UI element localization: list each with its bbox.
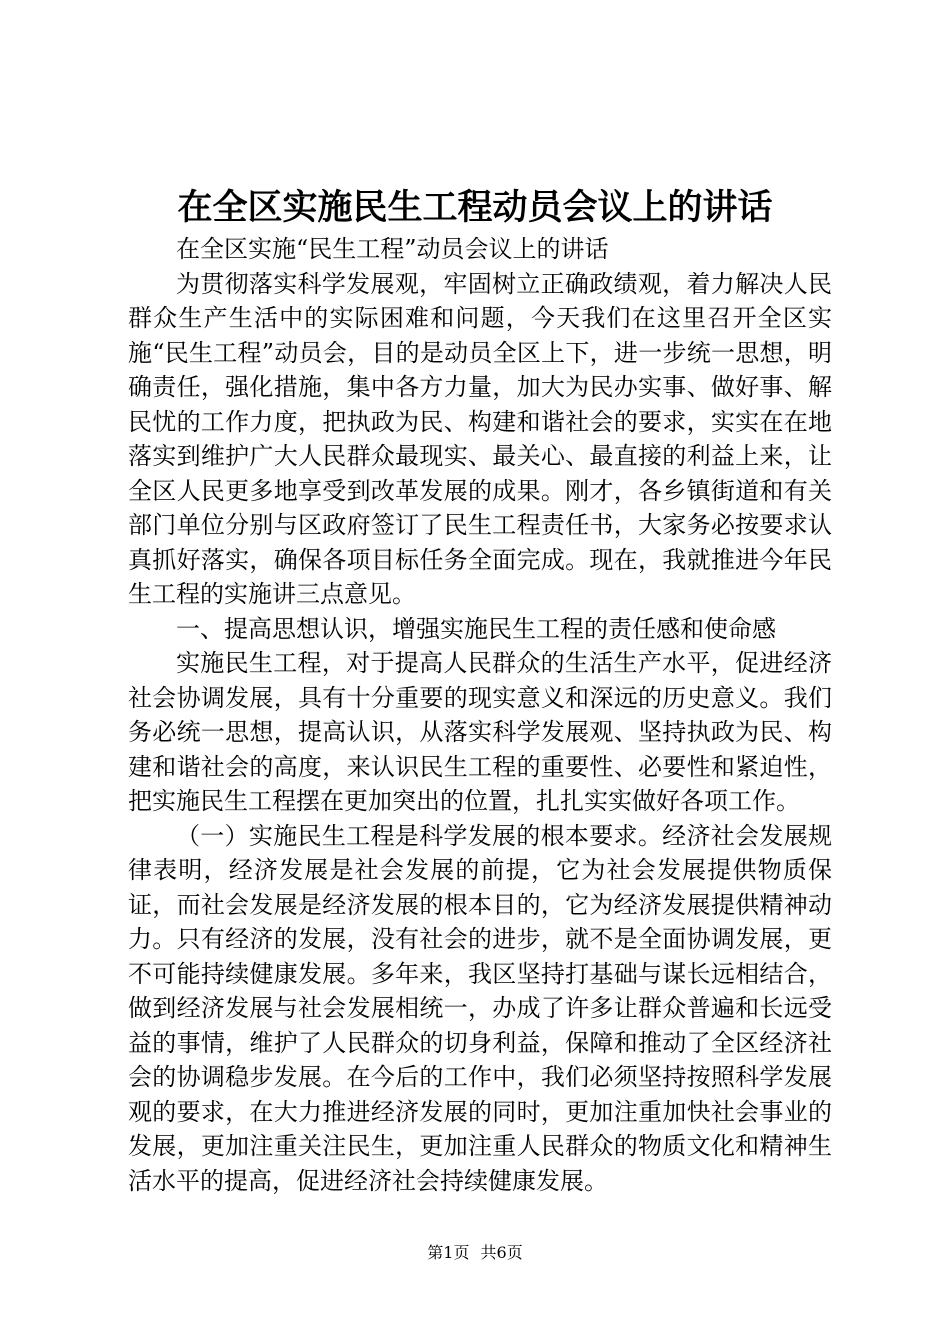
page-total: 共6页 bbox=[480, 1243, 523, 1262]
section-paragraph-1: 实施民生工程，对于提高人民群众的生活生产水平，促进经济社会协调发展，具有十分重要的现实意义和深远的历史意义。我们务必统一思想，提高认识，从落实科学发展观、坚持执政为民、构建和谐社会的高度，来认识民生工程的重要性、必要性和紧迫性，把实施民生工程摆在更加突出的位置，扎扎实实做好各项工作。 bbox=[128, 649, 832, 815]
subtitle-paragraph: 在全区实施“民生工程”动员会议上的讲话 bbox=[176, 235, 609, 263]
page-footer bbox=[0, 1241, 950, 1265]
subsection-paragraph-1: （一）实施民生工程是科学发展的根本要求。经济社会发展规律表明，经济发展是社会发展的前提，它为社会发展提供物质保证，而社会发展是经济发展的根本目的，它为经济发展提供精神动力。只有经济的发展，没有社会的进步，就不是全面协调发展，更不可能持续健康发展。多年来，我区坚持打基础与谋长远相结合，做到经济发展与社会发展相统一，办成了许多让群众普遍和长远受益的事情，维护了人民群众的切身利益，保障和推动了全区经济社会的协调稳步发展。在今后的工作中，我们必须坚持按照科学发展观的要求，在大力推进经济发展的同时，更加注重加快社会事业的发展，更加注重关注民生，更加注重人民群众的物质文化和精神生活水平的提高，促进经济社会持续健康发展。 bbox=[128, 821, 832, 1195]
document-body bbox=[128, 232, 832, 1198]
section-heading-1: 一、提高思想认识，增强实施民生工程的责任感和使命感 bbox=[176, 614, 776, 643]
document-title: 在全区实施民生工程动员会议上的讲话 bbox=[177, 187, 773, 228]
page-number: 第1页 bbox=[427, 1243, 470, 1262]
intro-paragraph: 为贯彻落实科学发展观，牢固树立正确政绩观，着力解决人民群众生产生活中的实际困难和问题，今天我们在这里召开全区实施“民生工程”动员会，目的是动员全区上下，进一步统一思想，明确责任，强化措施，集中各方力量，加大为民办实事、做好事、解民忧的工作力度，把执政为民、构建和谐社会的要求，实实在在地落实到维护广大人民群众最现实、最关心、最直接的利益上来，让全区人民更多地享受到改革发展的成果。刚才，各乡镇街道和有关部门单位分别与区政府签订了民生工程责任书，大家务必按要求认真抓好落实，确保各项目标任务全面完成。现在，我就推进今年民生工程的实施讲三点意见。 bbox=[128, 269, 832, 608]
